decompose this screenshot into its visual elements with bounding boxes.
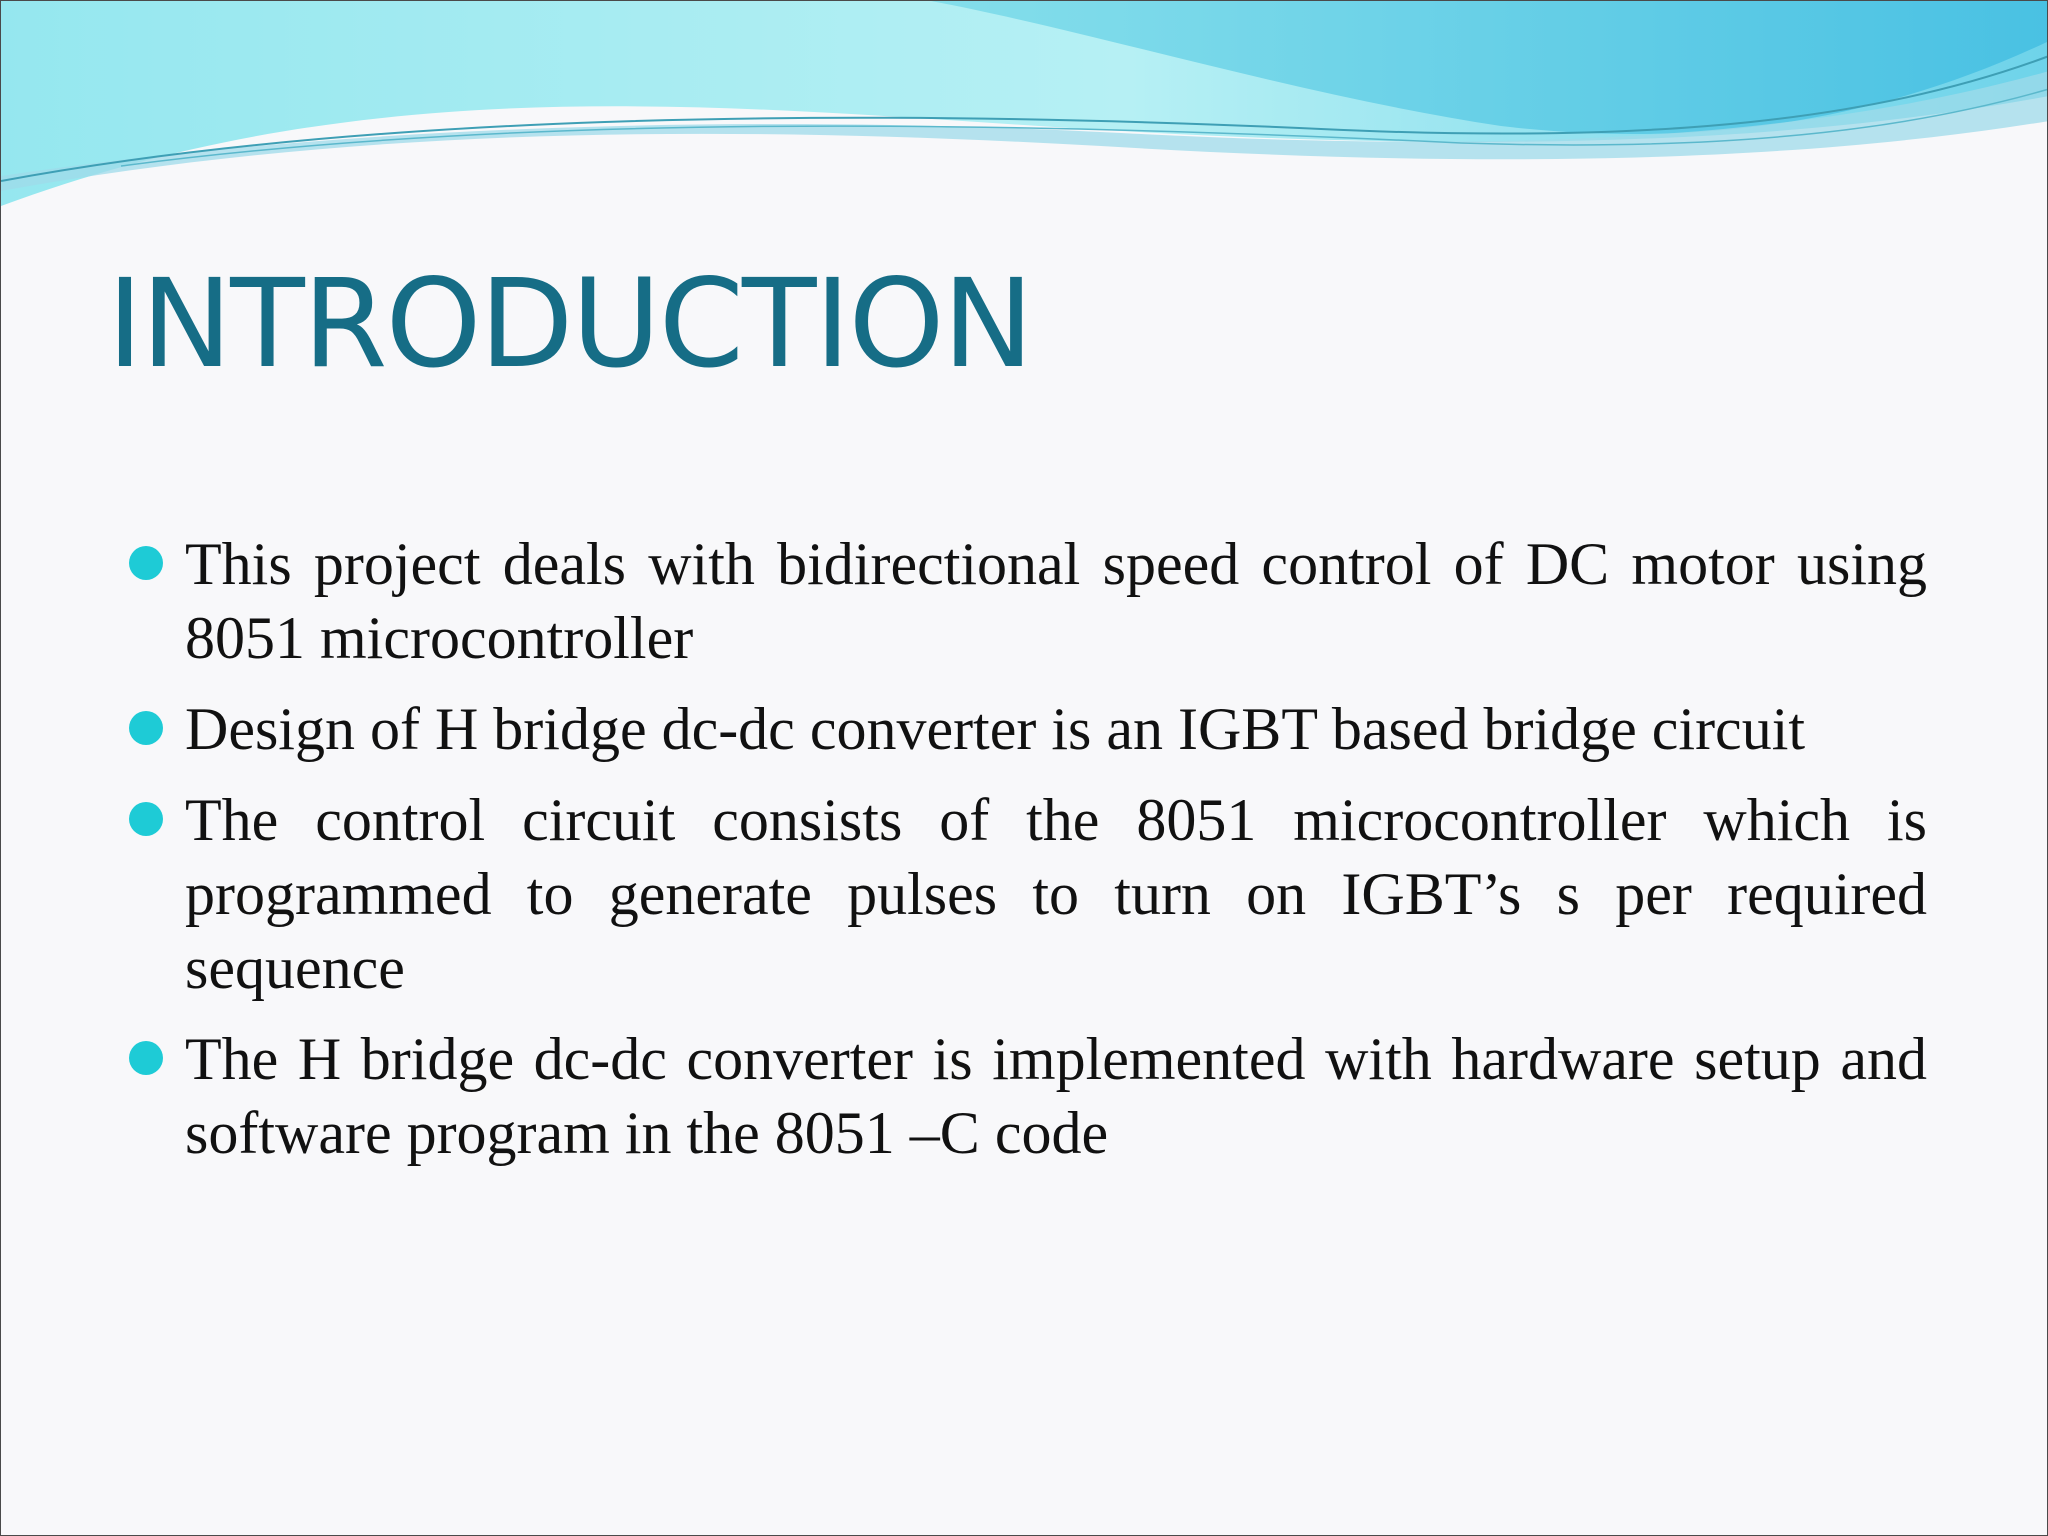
bullet-text: The H bridge dc-dc converter is implemented with hardware setup and software program in the 8051 –C code [185, 1026, 1927, 1166]
bullet-text: Design of H bridge dc-dc converter is an IGBT based bridge circuit [185, 696, 1806, 762]
bullet-item [127, 692, 1927, 766]
bullet-dot-icon [129, 546, 163, 580]
bullet-dot-icon [129, 711, 163, 745]
bullet-text: The control circuit consists of the 8051 microcontroller which is programmed to generate pulses to turn on IGBT’s s per required sequence [185, 787, 1927, 1001]
bullet-dot-icon [129, 1041, 163, 1075]
bullet-item [127, 783, 1927, 1005]
bullet-list [127, 527, 1927, 1187]
bullet-item [127, 1022, 1927, 1170]
wave-header-decoration [1, 1, 2048, 241]
slide-title: INTRODUCTION [107, 253, 1032, 395]
bullet-text: This project deals with bidirectional speed control of DC motor using 8051 microcontroller [185, 531, 1927, 671]
bullet-dot-icon [129, 802, 163, 836]
bullet-item [127, 527, 1927, 675]
